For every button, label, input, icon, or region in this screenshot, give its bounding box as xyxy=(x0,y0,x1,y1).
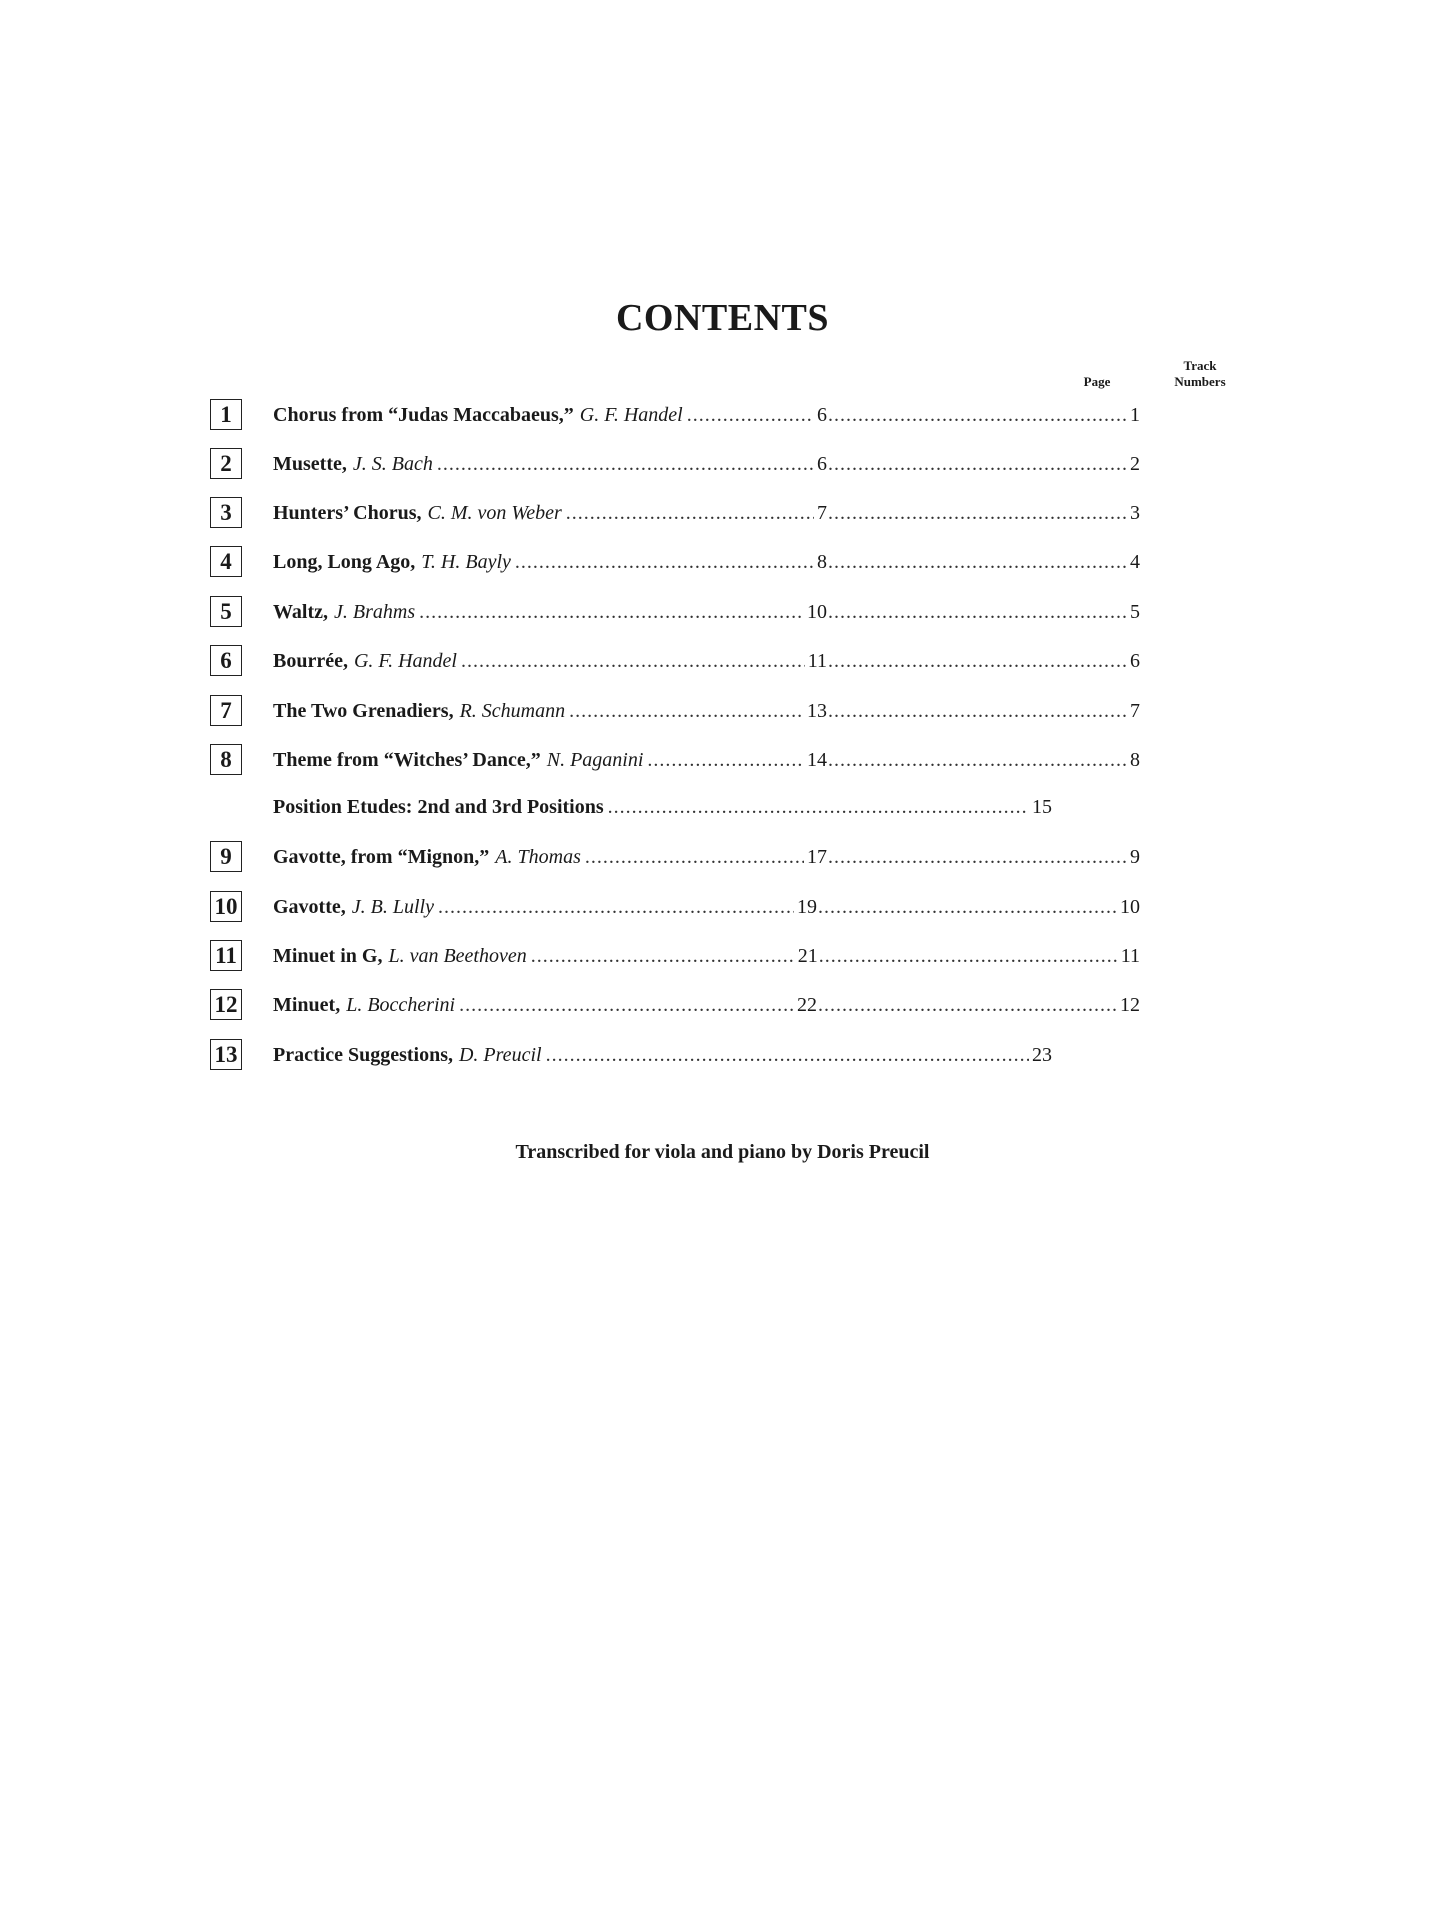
dot-leader xyxy=(438,895,794,919)
entry-page-number: 6 xyxy=(817,404,827,426)
track-numbers-column-header xyxy=(1158,358,1242,390)
entry-track-number: 6 xyxy=(1130,650,1140,672)
track-dot-leader xyxy=(828,649,1128,673)
piece-number-box: 11 xyxy=(210,940,242,971)
entry-title: Gavotte, from “Mignon,” xyxy=(273,846,490,868)
track-area xyxy=(827,452,1140,476)
piece-number-box: 1 xyxy=(210,399,242,430)
dot-leader xyxy=(515,550,814,574)
entry-composer: G. F. Handel xyxy=(579,404,683,426)
entry-track-number: 9 xyxy=(1130,846,1140,868)
track-dot-leader xyxy=(828,699,1128,723)
toc-entry[interactable] xyxy=(210,497,1210,531)
toc-entry[interactable] xyxy=(210,940,1210,974)
entry-page-number: 14 xyxy=(807,749,827,771)
dot-leader xyxy=(608,795,1029,819)
piece-number-box: 7 xyxy=(210,695,242,726)
entry-line xyxy=(273,895,1140,919)
entry-line xyxy=(273,993,1140,1017)
entry-composer: J. B. Lully xyxy=(351,896,434,918)
entry-line xyxy=(273,944,1140,968)
track-dot-leader xyxy=(818,895,1118,919)
entry-page-number: 13 xyxy=(807,700,827,722)
entry-track-number: 12 xyxy=(1120,994,1140,1016)
piece-number-box: 5 xyxy=(210,596,242,627)
entry-track-number: 10 xyxy=(1120,896,1140,918)
track-dot-leader xyxy=(828,845,1128,869)
toc-entry[interactable] xyxy=(210,645,1210,679)
entry-title: Musette, xyxy=(273,453,347,475)
track-dot-leader xyxy=(828,403,1128,427)
entry-title: Practice Suggestions, xyxy=(273,1044,453,1066)
toc-entry[interactable] xyxy=(210,596,1210,630)
toc-entry[interactable] xyxy=(210,448,1210,482)
entry-composer: R. Schumann xyxy=(459,700,566,722)
entry-track-number: 2 xyxy=(1130,453,1140,475)
entry-line xyxy=(273,795,1140,819)
entry-title: Waltz, xyxy=(273,601,328,623)
entry-track-number: 7 xyxy=(1130,700,1140,722)
dot-leader xyxy=(459,993,794,1017)
piece-number-box: 4 xyxy=(210,546,242,577)
dot-leader xyxy=(687,403,814,427)
entry-line xyxy=(273,452,1140,476)
entry-page-number: 8 xyxy=(817,551,827,573)
piece-number-box: 13 xyxy=(210,1039,242,1070)
track-area xyxy=(827,403,1140,427)
toc-entry[interactable] xyxy=(210,989,1210,1023)
entry-track-number: 11 xyxy=(1120,945,1140,967)
track-area xyxy=(827,550,1140,574)
page-title: CONTENTS xyxy=(615,297,830,339)
entry-composer: C. M. von Weber xyxy=(427,502,562,524)
entry-page-number: 6 xyxy=(817,453,827,475)
toc-entry[interactable] xyxy=(210,744,1210,778)
entry-page-number: 10 xyxy=(807,601,827,623)
piece-number-box: 9 xyxy=(210,841,242,872)
entry-composer: G. F. Handel xyxy=(353,650,457,672)
track-dot-leader xyxy=(828,748,1128,772)
entry-title: Gavotte, xyxy=(273,896,346,918)
entry-composer: N. Paganini xyxy=(546,749,644,771)
track-dot-leader xyxy=(828,452,1128,476)
toc-entry[interactable] xyxy=(210,1039,1210,1073)
entry-track-number: 1 xyxy=(1130,404,1140,426)
track-dot-leader xyxy=(828,501,1128,525)
entry-page-number: 7 xyxy=(817,502,827,524)
entry-composer: J. Brahms xyxy=(334,601,416,623)
toc-entry[interactable] xyxy=(210,695,1210,729)
entry-title: Long, Long Ago, xyxy=(273,551,416,573)
entry-composer: L. van Beethoven xyxy=(388,945,527,967)
track-area xyxy=(817,895,1140,919)
track-header-line-1: Track xyxy=(1183,358,1217,373)
entry-composer: D. Preucil xyxy=(458,1044,542,1066)
track-area xyxy=(827,501,1140,525)
entry-title: Theme from “Witches’ Dance,” xyxy=(273,749,541,771)
entry-page-number: 22 xyxy=(797,994,817,1016)
toc-entry[interactable] xyxy=(210,841,1210,875)
entry-page-number: 19 xyxy=(797,896,817,918)
toc-entry[interactable] xyxy=(210,891,1210,925)
entry-page-number: 23 xyxy=(1032,1044,1052,1066)
entry-composer: J. S. Bach xyxy=(352,453,433,475)
track-dot-leader xyxy=(828,600,1128,624)
entry-page-number: 15 xyxy=(1032,796,1052,818)
track-area xyxy=(818,944,1140,968)
entry-title: Hunters’ Chorus, xyxy=(273,502,422,524)
piece-number-box: 2 xyxy=(210,448,242,479)
track-header-line-2: Numbers xyxy=(1174,374,1226,389)
entry-line xyxy=(273,748,1140,772)
toc-entry[interactable] xyxy=(210,399,1210,433)
track-dot-leader xyxy=(828,550,1128,574)
entry-track-number: 8 xyxy=(1130,749,1140,771)
track-dot-leader xyxy=(819,944,1119,968)
entry-page-number: 17 xyxy=(807,846,827,868)
entry-composer: A. Thomas xyxy=(495,846,581,868)
entry-line xyxy=(273,649,1140,673)
track-area xyxy=(827,699,1140,723)
entry-title: The Two Grenadiers, xyxy=(273,700,454,722)
track-area xyxy=(827,600,1140,624)
dot-leader xyxy=(569,699,804,723)
track-area xyxy=(817,993,1140,1017)
track-area xyxy=(827,748,1140,772)
toc-entry[interactable] xyxy=(210,546,1210,580)
page-column-header: Page xyxy=(1083,374,1111,389)
piece-number-box: 6 xyxy=(210,645,242,676)
piece-number-box: 10 xyxy=(210,891,242,922)
entry-page-number: 21 xyxy=(797,945,818,967)
entry-line xyxy=(273,501,1140,525)
dot-leader xyxy=(437,452,814,476)
entry-line xyxy=(273,403,1140,427)
dot-leader xyxy=(647,748,804,772)
entry-title: Minuet, xyxy=(273,994,341,1016)
entry-line xyxy=(273,699,1140,723)
entry-title: Minuet in G, xyxy=(273,945,383,967)
entry-line xyxy=(273,1043,1140,1067)
entry-composer: L. Boccherini xyxy=(346,994,456,1016)
entry-track-number: 5 xyxy=(1130,601,1140,623)
entry-title: Bourrée, xyxy=(273,650,348,672)
track-area xyxy=(827,649,1140,673)
entry-line xyxy=(273,845,1140,869)
dot-leader xyxy=(566,501,814,525)
dot-leader xyxy=(419,600,804,624)
entry-track-number: 4 xyxy=(1130,551,1140,573)
track-dot-leader xyxy=(818,993,1118,1017)
track-area xyxy=(827,845,1140,869)
piece-number-box: 12 xyxy=(210,989,242,1020)
entry-line xyxy=(273,600,1140,624)
dot-leader xyxy=(585,845,804,869)
transcription-credit: Transcribed for viola and piano by Doris Preucil xyxy=(515,1141,930,1163)
dot-leader xyxy=(461,649,805,673)
piece-number-box: 8 xyxy=(210,744,242,775)
entry-track-number: 3 xyxy=(1130,502,1140,524)
entry-title: Position Etudes: 2nd and 3rd Positions xyxy=(273,796,604,818)
entry-composer: T. H. Bayly xyxy=(421,551,511,573)
toc-entry[interactable] xyxy=(210,791,1210,825)
entry-title: Chorus from “Judas Maccabaeus,” xyxy=(273,404,574,426)
entry-page-number: 11 xyxy=(807,650,827,672)
dot-leader xyxy=(546,1043,1029,1067)
entry-line xyxy=(273,550,1140,574)
piece-number-box: 3 xyxy=(210,497,242,528)
dot-leader xyxy=(531,944,795,968)
